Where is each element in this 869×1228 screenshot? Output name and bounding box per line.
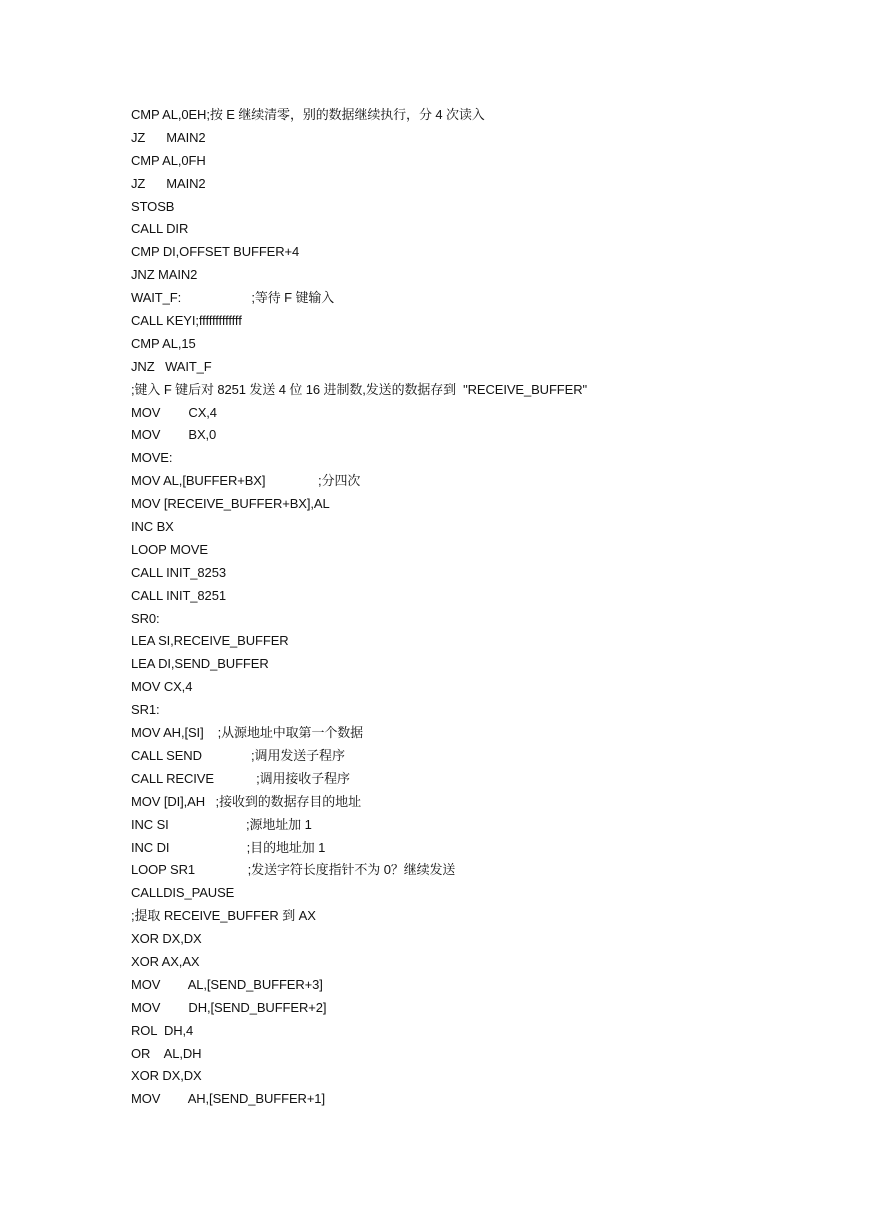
code-line: STOSB [131, 198, 175, 214]
code-line: CMP AL,0FH [131, 152, 206, 168]
code-line: JNZ MAIN2 [131, 267, 198, 283]
code-line: MOVE: [131, 450, 173, 466]
code-line: ;提取 RECEIVE_BUFFER 到 AX [131, 908, 316, 924]
code-line: WAIT_F: ;等待 F 键输入 [131, 290, 335, 306]
code-line: ;键入 F 键后对 8251 发送 4 位 16 进制数,发送的数据存到 "RECEIVE_BUFFER" [131, 381, 588, 397]
code-line: MOV BX,0 [131, 427, 217, 443]
code-line: ROL DH,4 [131, 1022, 194, 1038]
code-line: SR1: [131, 702, 160, 718]
code-line: JZ MAIN2 [131, 129, 206, 145]
code-line: LOOP MOVE [131, 541, 208, 557]
code-line: MOV AH,[SEND_BUFFER+1] [131, 1091, 325, 1107]
code-line: CALL DIR [131, 221, 189, 237]
code-line: INC BX [131, 519, 174, 535]
code-line: XOR DX,DX [131, 1068, 202, 1084]
code-line: LEA SI,RECEIVE_BUFFER [131, 633, 289, 649]
code-line: CALL INIT_8251 [131, 587, 226, 603]
code-line: CALL INIT_8253 [131, 564, 226, 580]
code-line: LEA DI,SEND_BUFFER [131, 656, 269, 672]
code-line: INC SI ;源地址加 1 [131, 816, 312, 832]
code-line: CALL RECIVE ;调用接收子程序 [131, 770, 350, 786]
code-line: OR AL,DH [131, 1045, 202, 1061]
code-line: CMP AL,0EH;按 E 继续清零，别的数据继续执行，分 4 次读入 [131, 107, 485, 122]
code-line: MOV AL,[SEND_BUFFER+3] [131, 976, 323, 992]
code-line: MOV AL,[BUFFER+BX] ;分四次 [131, 473, 361, 489]
code-line: INC DI ;目的地址加 1 [131, 839, 326, 855]
code-line: MOV DH,[SEND_BUFFER+2] [131, 999, 327, 1015]
code-line: CALL SEND ;调用发送子程序 [131, 747, 345, 763]
code-line: MOV CX,4 [131, 679, 193, 695]
code-line: LOOP SR1 ;发送字符长度指针不为 0？继续发送 [131, 862, 456, 878]
code-line: CALLDIS_PAUSE [131, 885, 235, 901]
code-line: XOR DX,DX [131, 931, 202, 947]
code-line: MOV [DI],AH ;接收到的数据存目的地址 [131, 793, 361, 809]
code-line: CMP AL,15 [131, 335, 196, 351]
code-line: SR0: [131, 610, 160, 626]
code-line: MOV CX,4 [131, 404, 217, 420]
code-line: CMP DI,OFFSET BUFFER+4 [131, 244, 300, 260]
code-line: MOV AH,[SI] ;从源地址中取第一个数据 [131, 725, 364, 741]
code-line: JNZ WAIT_F [131, 358, 212, 374]
code-line: CALL KEYI;fffffffffffff [131, 313, 242, 329]
code-line: JZ MAIN2 [131, 175, 206, 191]
assembly-code-listing [131, 104, 811, 1111]
code-line: XOR AX,AX [131, 953, 200, 969]
code-line: MOV [RECEIVE_BUFFER+BX],AL [131, 496, 330, 512]
